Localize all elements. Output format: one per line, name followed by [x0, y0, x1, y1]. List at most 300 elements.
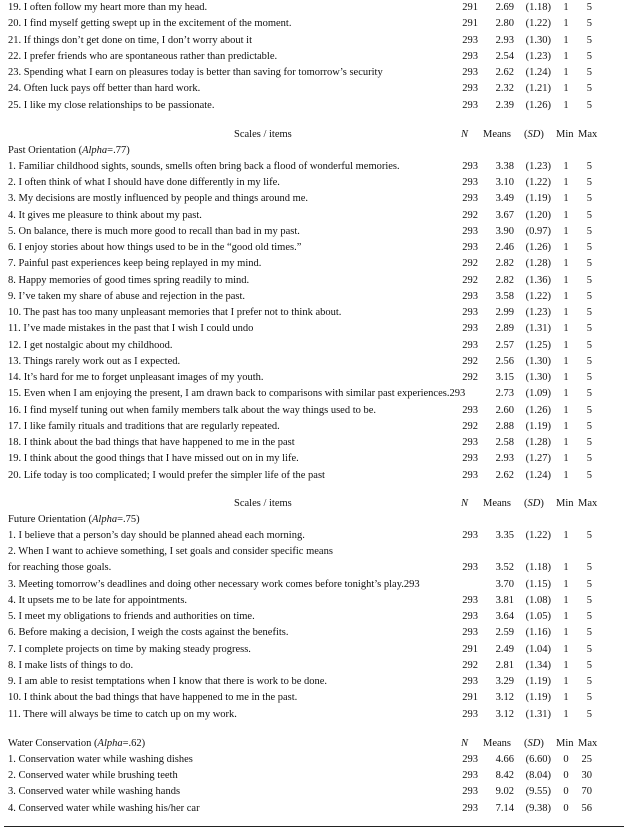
sd-value: (1.28)	[525, 437, 551, 448]
item-text: 11. There will always be time to catch up on my work.	[8, 708, 237, 720]
n-value: 293	[462, 160, 478, 172]
header-scales-items: Scales / items	[234, 497, 292, 509]
min-value: 0	[563, 802, 569, 814]
mean-value: 2.93	[495, 34, 514, 46]
item-text: 6. Before making a decision, I weigh the costs against the benefits.	[8, 627, 289, 639]
item-text: 1. I believe that a person’s day should be planned ahead each morning.	[8, 529, 305, 541]
n-value: 293	[462, 67, 478, 78]
n-value: 293	[462, 562, 478, 574]
n-value: 291	[462, 18, 478, 30]
table-row	[0, 544, 631, 560]
sd-value: (1.09)	[525, 388, 551, 400]
max-value: 5	[586, 34, 592, 46]
past-orientation-title: Past Orientation (Alpha=.77)	[8, 144, 130, 156]
item-text: 5. On balance, there is much more good to recall than bad in my past.	[8, 225, 300, 237]
min-value: 1	[563, 355, 569, 367]
min-value: 1	[563, 469, 569, 481]
sd-value: (1.18)	[525, 2, 551, 13]
n-value: 291	[462, 643, 478, 655]
n-value: 293	[462, 437, 478, 448]
mean-value: 2.81	[495, 659, 514, 671]
item-text: 21. If things don’t get done on time, I don’t worry about it	[8, 34, 252, 46]
sd-value: (1.23)	[525, 50, 551, 62]
table-row	[0, 191, 631, 207]
mean-value: 2.39	[495, 99, 514, 111]
n-value: 293	[462, 339, 478, 351]
n-value: 292	[462, 372, 478, 383]
table-row	[0, 240, 631, 256]
header-sd: (SD)	[524, 128, 544, 140]
mean-value: 2.69	[495, 2, 514, 13]
sd-value: (1.24)	[525, 67, 551, 78]
min-value: 1	[563, 225, 569, 237]
item-text: 10. The past has too many unpleasant memories that I prefer not to think about.	[8, 307, 342, 318]
table-row	[0, 305, 631, 321]
table-row	[0, 175, 631, 191]
item-text: for reaching those goals.	[8, 562, 112, 574]
n-value: 292	[462, 659, 478, 671]
sd-value: (1.19)	[525, 193, 551, 205]
mean-value: 2.82	[495, 274, 514, 286]
header-n: N	[461, 497, 469, 509]
table-row	[0, 560, 631, 576]
sd-value: (1.30)	[525, 372, 551, 383]
min-value: 1	[563, 578, 569, 590]
item-text: 13. Things rarely work out as I expected.	[8, 355, 181, 367]
max-value: 5	[586, 160, 592, 172]
sd-value: (1.05)	[525, 611, 551, 622]
min-value: 1	[563, 50, 569, 62]
max-value: 5	[586, 339, 592, 351]
mean-value: 3.38	[495, 160, 514, 172]
item-text: 1. Familiar childhood sights, sounds, smells often bring back a flood of wonderful memories.	[8, 160, 400, 172]
mean-value: 8.42	[495, 770, 514, 781]
mean-value: 2.49	[495, 643, 514, 655]
future-table-header	[0, 495, 631, 512]
max-value: 5	[586, 193, 592, 205]
min-value: 1	[563, 83, 569, 95]
sd-value: (1.23)	[525, 160, 551, 172]
item-text: 19. I often follow my heart more than my head.	[8, 2, 208, 13]
mean-value: 2.57	[495, 339, 514, 351]
mean-value: 3.29	[495, 676, 514, 687]
header-n: N	[461, 128, 469, 140]
sd-value: (1.25)	[525, 339, 551, 351]
item-text: 9. I am able to resist temptations when I know that there is work to be done.	[8, 676, 328, 687]
max-value: 5	[586, 643, 592, 655]
item-text: 8. Happy memories of good times spring readily to mind.	[8, 274, 250, 286]
min-value: 1	[563, 323, 569, 335]
sd-value: (1.30)	[525, 355, 551, 367]
n-value: 292	[462, 355, 478, 367]
future-orientation-title: Future Orientation (Alpha=.75)	[8, 513, 140, 525]
max-value: 5	[586, 388, 592, 400]
mean-value: 3.58	[495, 290, 514, 302]
min-value: 1	[563, 34, 569, 46]
min-value: 1	[563, 18, 569, 30]
header-means: Means	[483, 128, 511, 140]
table-row	[0, 81, 631, 97]
min-value: 1	[563, 659, 569, 671]
n-value: 293	[462, 323, 478, 335]
min-value: 1	[563, 67, 569, 78]
min-value: 1	[563, 562, 569, 574]
max-value: 5	[586, 562, 592, 574]
mean-value: 2.89	[495, 323, 514, 335]
max-value: 5	[586, 404, 592, 416]
n-value: 292	[462, 258, 478, 270]
table-row	[0, 658, 631, 674]
min-value: 1	[563, 290, 569, 302]
water-table-header	[0, 735, 631, 752]
mean-value: 3.12	[495, 708, 514, 720]
max-value: 5	[586, 529, 592, 541]
max-value: 5	[586, 242, 592, 253]
mean-value: 3.10	[495, 177, 514, 188]
water-conservation-title: Water Conservation (Alpha=.62)	[8, 737, 146, 749]
sd-value: (1.19)	[525, 692, 551, 704]
header-means: Means	[483, 737, 511, 749]
sd-value: (9.55)	[525, 786, 551, 798]
max-value: 5	[586, 372, 592, 383]
max-value: 5	[586, 290, 592, 302]
n-value: 293	[462, 453, 478, 465]
header-max: Max	[578, 128, 598, 140]
table-row	[0, 289, 631, 305]
sd-value: (1.31)	[525, 323, 551, 335]
sd-value: (1.16)	[525, 627, 551, 639]
item-text: 14. It’s hard for me to forget unpleasant images of my youth.	[8, 372, 264, 383]
mean-value: 2.73	[495, 388, 514, 400]
sd-value: (1.18)	[525, 562, 551, 574]
header-min: Min	[556, 737, 574, 749]
item-text: 9. I’ve taken my share of abuse and rejection in the past.	[8, 290, 246, 302]
mean-value: 2.82	[495, 258, 514, 270]
mean-value: 2.62	[495, 469, 514, 481]
min-value: 1	[563, 2, 569, 13]
n-value: 293	[462, 676, 478, 687]
table-row	[0, 435, 631, 451]
sd-value: (1.19)	[525, 676, 551, 687]
header-max: Max	[578, 737, 598, 749]
n-value: 292	[462, 274, 478, 286]
table-row	[0, 16, 631, 32]
mean-value: 3.67	[495, 209, 514, 221]
sd-value: (1.31)	[525, 708, 551, 720]
item-text: 7. I complete projects on time by making steady progress.	[8, 643, 251, 655]
n-value: 293	[462, 34, 478, 46]
n-value: 293	[462, 290, 478, 302]
item-text: 20. Life today is too complicated; I would prefer the simpler life of the past	[8, 469, 325, 481]
n-value: 293	[462, 770, 478, 781]
max-value: 5	[586, 594, 592, 606]
item-text: 6. I enjoy stories about how things used to be in the “good old times.”	[8, 242, 302, 253]
item-text: 4. It upsets me to be late for appointments.	[8, 594, 188, 606]
n-value: 293	[462, 529, 478, 541]
min-value: 1	[563, 193, 569, 205]
n-value: 293	[462, 708, 478, 720]
mean-value: 2.46	[495, 242, 514, 253]
header-sd: (SD)	[524, 497, 544, 509]
max-value: 5	[586, 453, 592, 465]
sd-value: (1.34)	[525, 659, 551, 671]
table-row	[0, 593, 631, 609]
mean-value: 2.88	[495, 420, 514, 432]
table-row	[0, 674, 631, 690]
n-value: 293	[462, 225, 478, 237]
table-row	[0, 642, 631, 658]
n-value: 292	[462, 420, 478, 432]
future-orientation-rows	[0, 528, 631, 723]
min-value: 1	[563, 258, 569, 270]
item-text: 19. I think about the good things that I have missed out on in my life.	[8, 453, 299, 465]
max-value: 5	[586, 177, 592, 188]
table-row	[0, 224, 631, 240]
item-text: 5. I meet my obligations to friends and authorities on time.	[8, 611, 255, 622]
min-value: 1	[563, 643, 569, 655]
past-table-header	[0, 126, 631, 143]
item-text: 16. I find myself tuning out when family members talk about the way things used to be.	[8, 404, 377, 416]
min-value: 1	[563, 242, 569, 253]
n-value: 293	[462, 50, 478, 62]
min-value: 1	[563, 209, 569, 221]
sd-value: (1.21)	[525, 83, 551, 95]
item-text: 2. Conserved water while brushing teeth	[8, 770, 178, 781]
max-value: 5	[586, 258, 592, 270]
header-min: Min	[556, 497, 574, 509]
item-text: 2. When I want to achieve something, I set goals and consider specific means	[8, 546, 333, 557]
sd-value: (1.22)	[525, 177, 551, 188]
table-row	[0, 451, 631, 467]
sd-value: (1.22)	[525, 529, 551, 541]
table-row	[0, 338, 631, 354]
max-value: 5	[586, 659, 592, 671]
sd-value: (1.26)	[525, 242, 551, 253]
min-value: 1	[563, 388, 569, 400]
table-row	[0, 801, 631, 817]
max-value: 5	[586, 225, 592, 237]
table-row	[0, 528, 631, 544]
header-max: Max	[578, 497, 598, 509]
table-row	[0, 65, 631, 81]
mean-value: 3.15	[495, 372, 514, 383]
table-row	[0, 577, 631, 593]
mean-value: 3.49	[495, 193, 514, 205]
mean-value: 3.35	[495, 529, 514, 541]
item-text: 23. Spending what I earn on pleasures today is better than saving for tomorrow’s security	[8, 67, 383, 78]
table-row	[0, 256, 631, 272]
max-value: 5	[586, 611, 592, 622]
header-means: Means	[483, 497, 511, 509]
mean-value: 9.02	[495, 786, 514, 798]
min-value: 1	[563, 594, 569, 606]
n-value: 291	[462, 692, 478, 704]
min-value: 0	[563, 770, 569, 781]
mean-value: 2.80	[495, 18, 514, 30]
table-row	[0, 370, 631, 386]
max-value: 5	[586, 307, 592, 318]
table-row	[0, 321, 631, 337]
item-text: 18. I think about the bad things that have happened to me in the past	[8, 437, 295, 448]
sd-value: (1.19)	[525, 420, 551, 432]
min-value: 0	[563, 753, 569, 765]
sd-value: (1.36)	[525, 274, 551, 286]
max-value: 5	[586, 209, 592, 221]
max-value: 5	[586, 420, 592, 432]
mean-value: 2.59	[495, 627, 514, 639]
max-value: 5	[586, 323, 592, 335]
table-row	[0, 768, 631, 784]
max-value: 56	[581, 802, 592, 814]
n-value: 293	[462, 99, 478, 111]
water-conservation-rows	[0, 752, 631, 817]
item-text: 4. Conserved water while washing his/her car	[8, 802, 200, 814]
max-value: 70	[581, 786, 592, 798]
table-row	[0, 690, 631, 706]
max-value: 5	[586, 67, 592, 78]
table-row	[0, 752, 631, 768]
table-row	[0, 403, 631, 419]
item-text: 15. Even when I am enjoying the present, I am drawn back to comparisons with similar past experiences.293	[8, 388, 466, 400]
table-row	[0, 49, 631, 65]
table-row	[0, 208, 631, 224]
max-value: 5	[586, 83, 592, 95]
min-value: 1	[563, 611, 569, 622]
mean-value: 4.66	[495, 753, 514, 765]
n-value: 293	[462, 627, 478, 639]
sd-value: (1.26)	[525, 404, 551, 416]
table-row	[0, 609, 631, 625]
n-value: 293	[462, 307, 478, 318]
present-hedonistic-continued	[0, 0, 631, 114]
mean-value: 3.64	[495, 611, 514, 622]
max-value: 5	[586, 692, 592, 704]
max-value: 5	[586, 274, 592, 286]
header-n: N	[461, 737, 469, 749]
n-value: 293	[462, 753, 478, 765]
n-value: 293	[462, 242, 478, 253]
sd-value: (1.28)	[525, 258, 551, 270]
mean-value: 2.60	[495, 404, 514, 416]
item-text: 3. Meeting tomorrow’s deadlines and doing other necessary work comes before tonight’s play.293	[8, 578, 420, 590]
mean-value: 2.56	[495, 355, 514, 367]
sd-value: (1.24)	[525, 469, 551, 481]
min-value: 1	[563, 627, 569, 639]
item-text: 2. I often think of what I should have done differently in my life.	[8, 177, 280, 188]
sd-value: (1.27)	[525, 453, 551, 465]
max-value: 5	[586, 469, 592, 481]
min-value: 1	[563, 420, 569, 432]
table-row	[0, 625, 631, 641]
mean-value: 3.70	[495, 578, 514, 590]
n-value: 293	[462, 611, 478, 622]
max-value: 5	[586, 2, 592, 13]
mean-value: 2.99	[495, 307, 514, 318]
item-text: 4. It gives me pleasure to think about my past.	[8, 209, 202, 221]
sd-value: (1.15)	[525, 578, 551, 590]
item-text: 8. I make lists of things to do.	[8, 659, 134, 671]
mean-value: 2.32	[495, 83, 514, 95]
table-row	[0, 273, 631, 289]
min-value: 1	[563, 529, 569, 541]
max-value: 5	[586, 18, 592, 30]
min-value: 1	[563, 160, 569, 172]
mean-value: 2.62	[495, 67, 514, 78]
n-value: 293	[462, 469, 478, 481]
min-value: 1	[563, 437, 569, 448]
item-text: 1. Conservation water while washing dishes	[8, 753, 193, 765]
item-text: 17. I like family rituals and traditions that are regularly repeated.	[8, 420, 280, 432]
mean-value: 2.93	[495, 453, 514, 465]
table-row	[0, 354, 631, 370]
min-value: 1	[563, 372, 569, 383]
max-value: 5	[586, 437, 592, 448]
max-value: 5	[586, 627, 592, 639]
max-value: 5	[586, 99, 592, 111]
item-text: 11. I’ve made mistakes in the past that I wish I could undo	[8, 323, 254, 335]
min-value: 1	[563, 99, 569, 111]
min-value: 1	[563, 274, 569, 286]
item-text: 24. Often luck pays off better than hard work.	[8, 83, 201, 95]
max-value: 5	[586, 578, 592, 590]
min-value: 1	[563, 692, 569, 704]
item-text: 22. I prefer friends who are spontaneous rather than predictable.	[8, 50, 278, 62]
table-bottom-rule	[4, 826, 624, 827]
header-scales-items: Scales / items	[234, 128, 292, 140]
min-value: 0	[563, 786, 569, 798]
mean-value: 3.52	[495, 562, 514, 574]
n-value: 293	[462, 193, 478, 205]
min-value: 1	[563, 177, 569, 188]
max-value: 5	[586, 676, 592, 687]
mean-value: 3.81	[495, 594, 514, 606]
sd-value: (1.04)	[525, 643, 551, 655]
n-value: 292	[462, 209, 478, 221]
max-value: 5	[586, 355, 592, 367]
mean-value: 7.14	[495, 802, 514, 814]
sd-value: (0.97)	[525, 225, 551, 237]
n-value: 293	[462, 786, 478, 798]
table-row	[0, 707, 631, 723]
item-text: 25. I like my close relationships to be passionate.	[8, 99, 215, 111]
sd-value: (1.22)	[525, 290, 551, 302]
sd-value: (1.23)	[525, 307, 551, 318]
n-value: 293	[462, 83, 478, 95]
item-text: 10. I think about the bad things that have happened to me in the past.	[8, 692, 298, 704]
item-text: 12. I get nostalgic about my childhood.	[8, 339, 173, 351]
sd-value: (8.04)	[525, 770, 551, 781]
header-sd: (SD)	[524, 737, 544, 749]
min-value: 1	[563, 453, 569, 465]
mean-value: 3.90	[495, 225, 514, 237]
sd-value: (1.22)	[525, 18, 551, 30]
n-value: 293	[462, 802, 478, 814]
table-row	[0, 386, 631, 402]
min-value: 1	[563, 307, 569, 318]
max-value: 5	[586, 708, 592, 720]
mean-value: 2.58	[495, 437, 514, 448]
header-min: Min	[556, 128, 574, 140]
max-value: 5	[586, 50, 592, 62]
n-value: 293	[462, 177, 478, 188]
min-value: 1	[563, 339, 569, 351]
item-text: 20. I find myself getting swept up in the excitement of the moment.	[8, 18, 292, 30]
min-value: 1	[563, 708, 569, 720]
sd-value: (1.26)	[525, 99, 551, 111]
n-value: 293	[462, 404, 478, 416]
mean-value: 2.54	[495, 50, 514, 62]
item-text: 3. Conserved water while washing hands	[8, 786, 181, 798]
